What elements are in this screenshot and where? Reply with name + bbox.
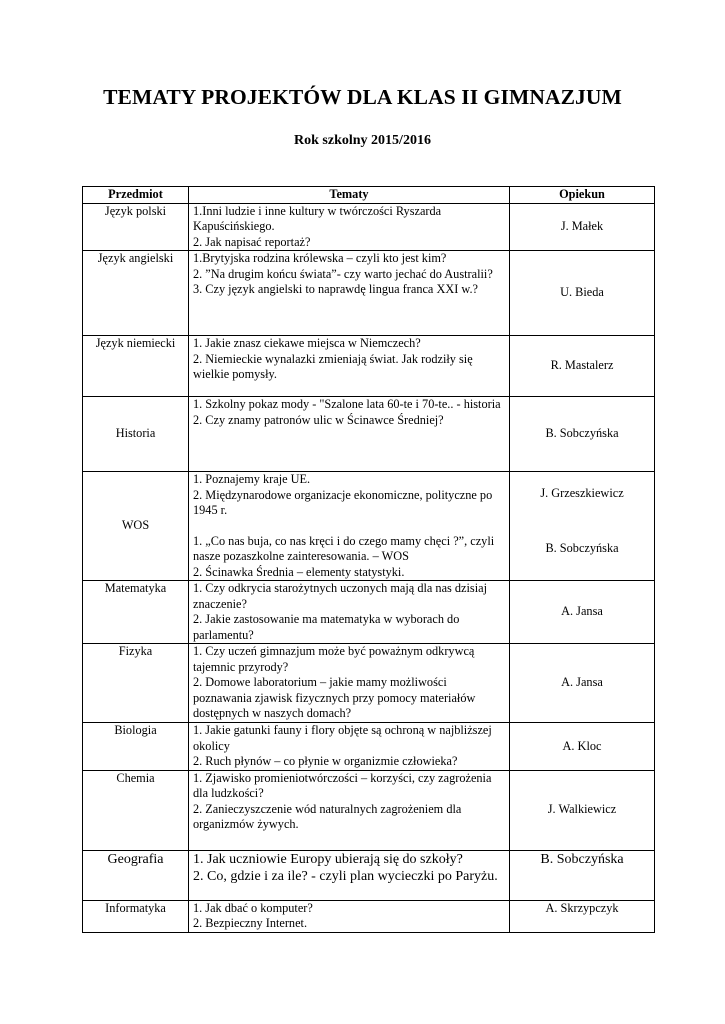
table-row — [83, 336, 655, 397]
topic-line: 2. Domowe laboratorium – jakie mamy możliwości poznawania zjawisk fizycznych przy pomocy materiałów dostępnych w naszych domach? — [193, 675, 476, 720]
subject-cell: Fizyka — [83, 644, 189, 723]
tutor-cell: A. Jansa — [510, 581, 655, 644]
topic-line: 1. Zjawisko promieniotwórczości – korzyści, czy zagrożenia dla ludzkości? — [193, 770, 492, 800]
table-row — [83, 900, 655, 932]
tutor-cell: B. Sobczyńska — [510, 397, 655, 472]
topic-line: 2. Ruch płynów – co płynie w organizmie człowieka? — [193, 754, 458, 768]
topic-line: 1.Brytyjska rodzina królewska – czyli kto jest kim? — [193, 251, 447, 265]
tutor-cell: J. Walkiewicz — [510, 770, 655, 850]
tutor-name: J. Grzeszkiewicz — [540, 486, 624, 500]
topic-line: 2. ”Na drugim końcu świata”- czy warto jechać do Australii? — [193, 266, 493, 281]
page-title: TEMATY PROJEKTÓW DLA KLAS II GIMNAZJUM — [103, 85, 622, 109]
table-row — [83, 203, 655, 251]
subject-cell: Matematyka — [83, 581, 189, 644]
topics-cell — [189, 472, 510, 581]
topics-cell — [189, 203, 510, 251]
subject-cell: Język niemiecki — [83, 336, 189, 397]
table-row — [83, 472, 655, 581]
topics-cell — [189, 644, 510, 723]
topics-cell — [189, 900, 510, 932]
topic-line: 2. Międzynarodowe organizacje ekonomiczne, polityczne po 1945 r. — [193, 487, 493, 517]
table-row — [83, 850, 655, 900]
tutor-cell: B. Sobczyńska — [510, 850, 655, 900]
table-row — [83, 581, 655, 644]
subject-cell: Informatyka — [83, 900, 189, 932]
tutor-cell: A. Kloc — [510, 723, 655, 771]
topics-cell — [189, 336, 510, 397]
topic-line: 1. Czy odkrycia starożytnych uczonych mają dla nas dzisiaj znaczenie? — [193, 581, 488, 611]
subject-cell: Chemia — [83, 770, 189, 850]
topic-line: 2. Jak napisać reportaż? — [193, 234, 311, 249]
topic-line: 3. Czy język angielski to naprawdę lingua franca XXI w.? — [193, 282, 479, 296]
topic-line: 1. Jak uczniowie Europy ubierają się do szkoły? — [193, 851, 463, 867]
topic-line: 2. Ścinawka Średnia – elementy statystyki. — [193, 564, 405, 579]
column-header-tutor: Opiekun — [510, 187, 655, 204]
table-row — [83, 397, 655, 472]
topic-line: 1. Jak dbać o komputer? — [193, 900, 313, 915]
table-header-row — [83, 187, 655, 204]
topic-line: 1. Jakie znasz ciekawe miejsca w Niemczech? — [193, 336, 421, 350]
topics-cell — [189, 770, 510, 850]
subject-cell: WOS — [83, 472, 189, 581]
tutor-cell: A. Jansa — [510, 644, 655, 723]
column-header-subject: Przedmiot — [83, 187, 189, 204]
tutor-cell: U. Bieda — [510, 251, 655, 336]
tutor-cell: J. Małek — [510, 203, 655, 251]
tutor-cell: A. Skrzypczyk — [510, 900, 655, 932]
subject-cell: Język polski — [83, 203, 189, 251]
subject-cell: Biologia — [83, 723, 189, 771]
topics-cell — [189, 581, 510, 644]
topic-line: 2. Jakie zastosowanie ma matematyka w wyborach do parlamentu? — [193, 612, 460, 642]
table-row — [83, 644, 655, 723]
subject-cell: Geografia — [83, 850, 189, 900]
topic-line: 2. Bezpieczny Internet. — [193, 916, 308, 930]
topics-cell — [189, 723, 510, 771]
topic-line: 1. Szkolny pokaz mody - "Szalone lata 60-te i 70-te.. - historia — [193, 397, 501, 411]
projects-table — [82, 186, 655, 933]
column-header-topics: Tematy — [189, 187, 510, 204]
table-row — [83, 770, 655, 850]
topic-line: 2. Zanieczyszczenie wód naturalnych zagrożeniem dla organizmów żywych. — [193, 801, 462, 831]
topic-line: 2. Co, gdzie i za ile? - czyli plan wycieczki po Paryżu. — [193, 868, 498, 884]
school-year: Rok szkolny 2015/2016 — [294, 133, 431, 148]
topic-line: 2. Niemieckie wynalazki zmieniają świat. Jak rodziły się wielkie pomysły. — [193, 351, 473, 381]
tutor-cell: R. Mastalerz — [510, 336, 655, 397]
table-row — [83, 723, 655, 771]
topic-line: 1. „Co nas buja, co nas kręci i do czego mamy chęci ?”, czyli nasze pozaszkolne zainteresowania. – WOS — [193, 533, 495, 563]
tutor-cell — [510, 472, 655, 581]
topic-line: 1. Poznajemy kraje UE. — [193, 472, 311, 486]
topics-cell — [189, 850, 510, 900]
tutor-name: B. Sobczyńska — [545, 540, 619, 555]
topic-line: 1.Inni ludzie i inne kultury w twórczości Ryszarda Kapuścińskiego. — [193, 203, 442, 233]
table-row — [83, 251, 655, 336]
subject-cell: Język angielski — [83, 251, 189, 336]
topics-cell — [189, 397, 510, 472]
subject-cell: Historia — [83, 397, 189, 472]
topic-line: 1. Czy uczeń gimnazjum może być poważnym odkrywcą tajemnic przyrody? — [193, 644, 475, 674]
topic-line: 2. Czy znamy patronów ulic w Ścinawce Średniej? — [193, 412, 444, 427]
topic-line: 1. Jakie gatunki fauny i flory objęte są ochroną w najbliższej okolicy — [193, 723, 492, 753]
topics-cell — [189, 251, 510, 336]
